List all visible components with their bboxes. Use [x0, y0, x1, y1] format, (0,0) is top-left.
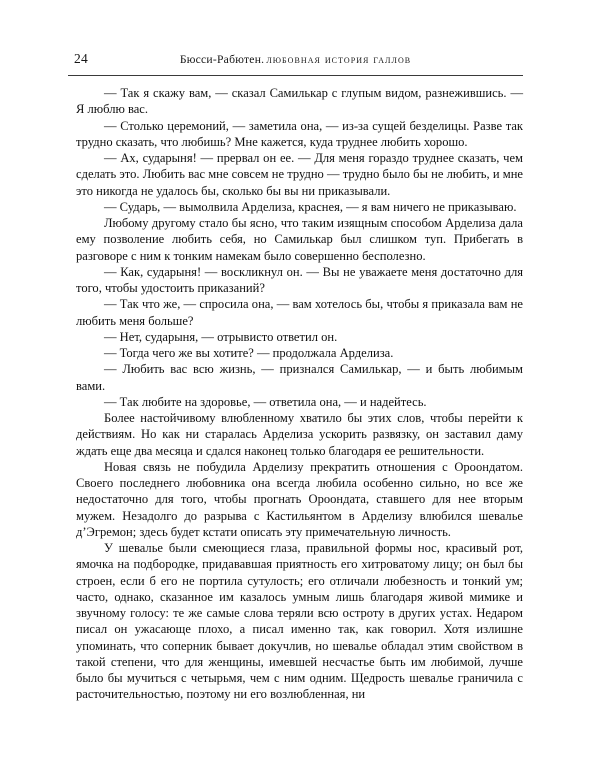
paragraph: Новая связь не побудила Арделизу прекратить отношения с Ороондатом. Своего последнего любовника она всегда любила особенно сильно, но все же недостаточно для того, чтобы прогнать Ороондата, ставшего для нее вторым мужем. Незадолго до разрыва с Кастильянтом в Арделизу влюбился шевалье д’Эгремон; здесь будет кстати описать эту примечательную личность.: [76, 459, 523, 539]
running-head-work: любовная история галлов: [266, 53, 412, 66]
paragraph: — Ах, сударыня! — прервал он ее. — Для меня гораздо труднее сказать, чем сделать это. Любить вас мне совсем не трудно — трудно было бы не любить, и мне это никогда не удалось бы, сколько бы вы ни приказывали.: [76, 151, 523, 198]
paragraph: — Сударь, — вымолвила Арделиза, краснея, — я вам ничего не приказываю.: [104, 199, 517, 214]
paragraph: Любому другому стало бы ясно, что таким изящным способом Арделиза дала ему позволение любить себя, но Самилькар был слишком туп. Прибегать в разговоре с ним к тонким намекам было совершенно бесполезно.: [76, 216, 523, 263]
header-divider-rule: [68, 75, 523, 76]
paragraph: — Так что же, — спросила она, — вам хотелось бы, чтобы я приказала вам не любить меня больше?: [76, 297, 523, 328]
paragraph: — Столько церемоний, — заметила она, — из-за сущей безделицы. Разве так трудно сказать, что любишь? Мне кажется, куда труднее любить хорошо.: [76, 118, 523, 149]
running-head-title: [68, 51, 523, 68]
running-head-author: Бюсси-Рабютен.: [179, 53, 265, 66]
body-text-block: [76, 85, 523, 703]
paragraph: — Как, сударыня! — воскликнул он. — Вы не уважаете меня достаточно для того, чтобы удостоить приказаний?: [76, 264, 523, 295]
paragraph: — Так любите на здоровье, — ответила она, — и надейтесь.: [104, 394, 427, 409]
paragraph: — Тогда чего же вы хотите? — продолжала Арделиза.: [104, 346, 394, 360]
paragraph: — Любить вас всю жизнь, — признался Самилькар, — и быть любимым вами.: [76, 362, 523, 393]
running-head: [68, 50, 523, 76]
paragraph: Более настойчивому влюбленному хватило бы этих слов, чтобы перейти к действиям. Но как ни старалась Арделиза ускорить развязку, он заставил даму ждать еще два месяца и сдался наконец только благодаря ее решительности.: [76, 411, 523, 458]
paragraph: — Так я скажу вам, — сказал Самилькар с глупым видом, разнежившись. — Я люблю вас.: [76, 86, 523, 117]
page-number: 24: [74, 51, 88, 66]
paragraph: — Нет, сударыня, — отрывисто ответил он.: [104, 329, 338, 344]
paragraph: У шевалье были смеющиеся глаза, правильной формы нос, красивый рот, ямочка на подбородке, придававшая приятность его хитроватому лицу; он был бы строен, если б его не портила сутулость; его отличали любезность и тонкий ум; часто, однако, сказанное им казалось умным лишь благодаря живой мимике и звучному голосу: те же самые слова теряли всю остроту в других устах. Недаром писал он ужасающе плохо, а писал именно так, как говорил. Хотя излишне упоминать, что соперник бывает докучлив, но шевалье обладал этим свойством в такой степени, что для женщины, имевшей несчастье быть им любимой, лучше было бы мучиться с четырьмя, чем с ним одним. Щедрость шевалье граничила с расточительностью, поэтому ни его возлюбленная, ни: [76, 541, 523, 702]
